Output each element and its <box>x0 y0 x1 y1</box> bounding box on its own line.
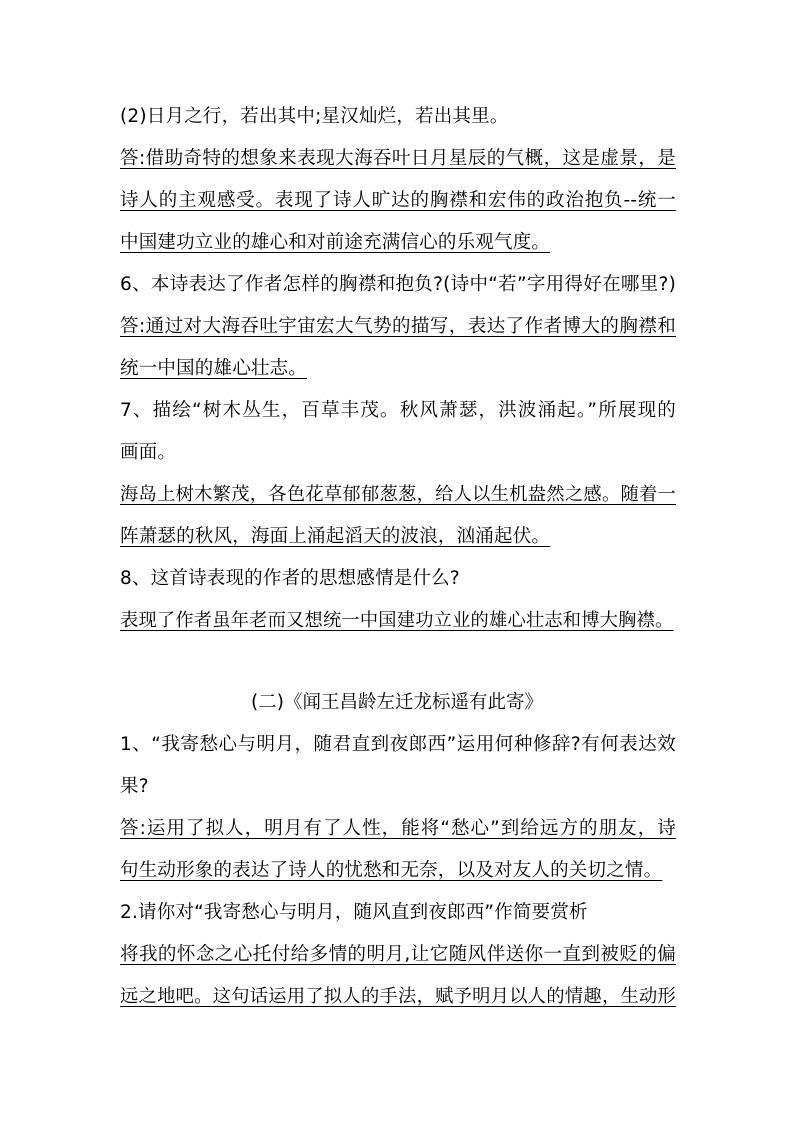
answer-line: 诗人的主观感受。表现了诗人旷达的胸襟和宏伟的政治抱负--统一 <box>120 190 676 211</box>
answer-line: 统一中国的雄心壮志。 <box>120 358 308 379</box>
question-line: 6、本诗表达了作者怎样的胸襟和抱负?(诗中“若”字用得好在哪里?) <box>120 274 676 295</box>
answer-line: 海岛上树木繁茂，各色花草郁郁葱葱，给人以生机盎然之感。随着一 <box>120 484 676 505</box>
section-title: (二)《闻王昌龄左迁龙标遥有此寄》 <box>251 692 543 713</box>
text-line: (2)日月之行，若出其中;星汉灿烂，若出其里。 <box>120 106 509 127</box>
answer-line: 句生动形象的表达了诗人的忧愁和无奈，以及对友人的关切之情。 <box>120 860 663 881</box>
question-line: 1、“我寄愁心与明月，随君直到夜郎西”运用何种修辞?有何表达效 <box>120 734 676 755</box>
question-line: 8、这首诗表现的作者的思想感情是什么? <box>120 568 460 589</box>
answer-line: 答:运用了拟人，明月有了人性，能将“愁心”到给远方的朋友，诗 <box>120 818 676 839</box>
answer-line: 答:通过对大海吞吐宇宙宏大气势的描写，表达了作者博大的胸襟和 <box>120 316 676 337</box>
answer-line: 中国建功立业的雄心和对前途充满信心的乐观气度。 <box>120 232 551 253</box>
question-line: 果? <box>120 776 149 797</box>
answer-line: 远之地吧。这句话运用了拟人的手法，赋予明月以人的情趣，生动形 <box>120 986 676 1007</box>
answer-line: 将我的怀念之心托付给多情的明月,让它随风伴送你一直到被贬的偏 <box>120 944 676 965</box>
answer-line: 阵萧瑟的秋风，海面上涌起滔天的波浪，汹涌起伏。 <box>120 526 551 547</box>
answer-line: 表现了作者虽年老而又想统一中国建功立业的雄心壮志和博大胸襟。 <box>120 610 674 631</box>
question-line: 2.请你对“我寄愁心与明月，随风直到夜郎西”作简要赏析 <box>120 902 588 923</box>
question-line: 画面。 <box>120 442 177 463</box>
question-line: 7、描绘“树木丛生，百草丰茂。秋风萧瑟，洪波涌起。”所展现的 <box>120 400 676 421</box>
answer-line: 答:借助奇特的想象来表现大海吞叶日月星辰的气概，这是虚景，是 <box>120 148 676 169</box>
